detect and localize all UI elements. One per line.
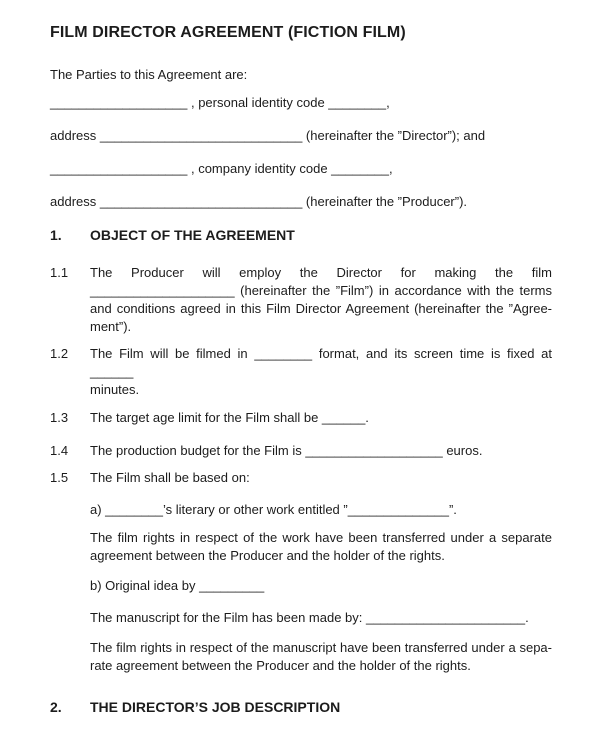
subclause-a-line bbox=[90, 501, 552, 519]
clause-1-4-text: The production budget for the Film is ___________________ euros. bbox=[90, 443, 483, 458]
section-1-heading bbox=[50, 226, 552, 244]
clause-1-2-number: 1.2 bbox=[50, 346, 69, 361]
subclause-b-line bbox=[90, 577, 552, 595]
clause-1-1-number: 1.1 bbox=[50, 265, 69, 280]
intro-line: The Parties to this Agreement are: bbox=[50, 67, 248, 82]
manuscript-rights-paragraph bbox=[90, 639, 552, 675]
clause-1-1-line-1: The Producer will employ the Director for making the film bbox=[90, 265, 552, 280]
clause-1-3-text: The target age limit for the Film shall be ______. bbox=[90, 410, 369, 425]
clause-1-4 bbox=[50, 442, 552, 460]
section-2-heading bbox=[50, 698, 552, 716]
clause-1-1-line-3: and conditions agreed in this Film Director Agreement (hereinafter the ”Agree- bbox=[90, 301, 552, 316]
clause-1-2 bbox=[50, 345, 552, 399]
subclause-b-text: b) Original idea by _________ bbox=[90, 578, 265, 593]
section-1-title: OBJECT OF THE AGREEMENT bbox=[90, 227, 295, 243]
section-1-number: 1. bbox=[50, 227, 62, 243]
section-2-number: 2. bbox=[50, 699, 62, 715]
document-title: FILM DIRECTOR AGREEMENT (FICTION FILM) bbox=[50, 24, 406, 41]
clause-1-1-line-2: ____________________ (hereinafter the ”Film”) in accordance with the terms bbox=[90, 283, 552, 298]
clause-1-2-line-2: minutes. bbox=[90, 382, 140, 397]
work-rights-line-2: agreement between the Producer and the holder of the rights. bbox=[90, 548, 445, 563]
clause-1-1 bbox=[50, 264, 552, 336]
section-2-title: THE DIRECTOR’S JOB DESCRIPTION bbox=[90, 699, 341, 715]
clause-1-5 bbox=[50, 469, 552, 487]
clause-1-1-line-4: ment”). bbox=[90, 319, 132, 334]
producer-address-line: address ____________________________ (hereinafter the ”Producer”). bbox=[50, 194, 468, 209]
manuscript-rights-line-1: The film rights in respect of the manuscript have been transferred under a sepa- bbox=[90, 640, 552, 655]
director-address-line: address ____________________________ (hereinafter the ”Director”); and bbox=[50, 128, 486, 143]
manuscript-text: The manuscript for the Film has been made by: ______________________. bbox=[90, 610, 529, 625]
clause-1-5-number: 1.5 bbox=[50, 470, 69, 485]
clause-1-3 bbox=[50, 409, 552, 427]
clause-1-5-text: The Film shall be based on: bbox=[90, 470, 250, 485]
director-name-line: ___________________ , personal identity code ________, bbox=[50, 95, 390, 110]
clause-1-3-number: 1.3 bbox=[50, 410, 69, 425]
producer-name-line: ___________________ , company identity code ________, bbox=[50, 161, 393, 176]
work-rights-line-1: The film rights in respect of the work have been transferred under a separate bbox=[90, 530, 552, 545]
clause-1-4-number: 1.4 bbox=[50, 443, 69, 458]
work-rights-paragraph bbox=[90, 529, 552, 565]
clause-1-2-line-1: The Film will be filmed in ________ format, and its screen time is fixed at ______ bbox=[90, 346, 552, 379]
subclause-a-text: a) ________’s literary or other work entitled ”______________”. bbox=[90, 502, 457, 517]
manuscript-rights-line-2: rate agreement between the Producer and the holder of the rights. bbox=[90, 658, 471, 673]
manuscript-line bbox=[90, 609, 552, 627]
